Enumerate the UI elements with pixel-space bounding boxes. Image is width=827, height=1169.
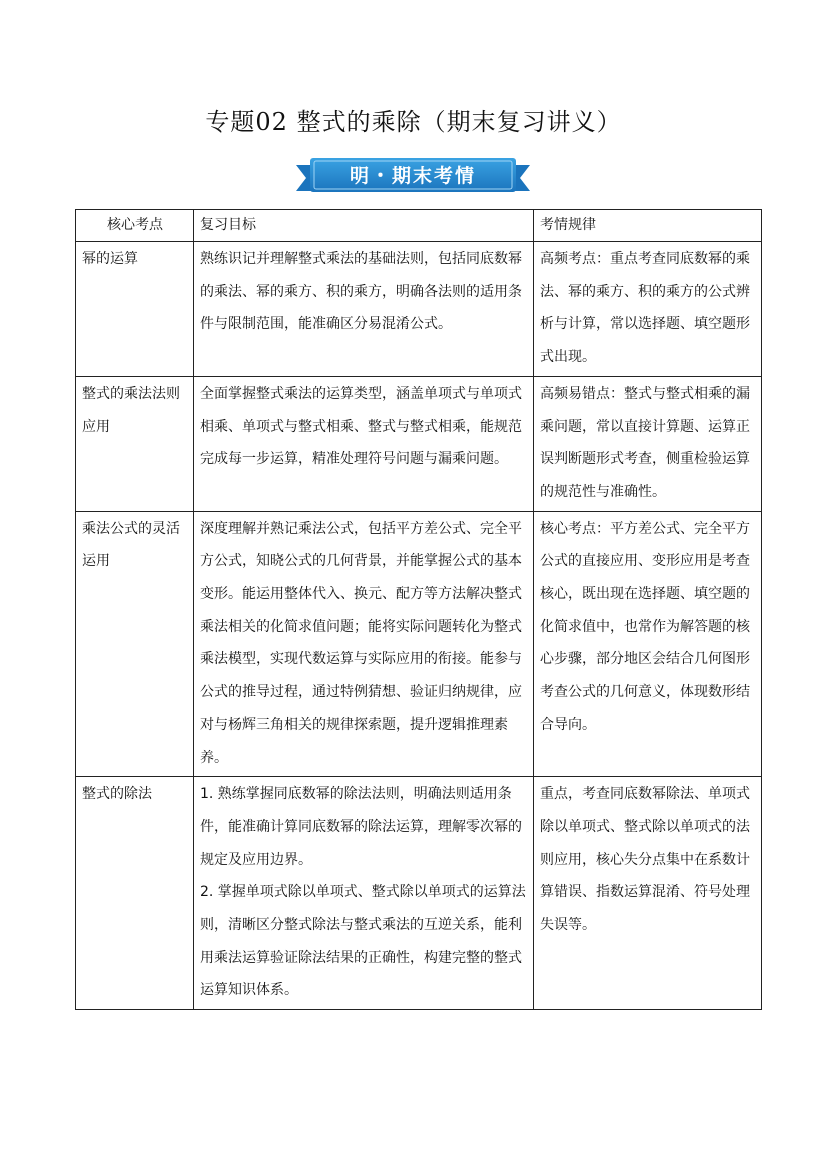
goal-paragraph: 全面掌握整式乘法的运算类型，涵盖单项式与单项式相乘、单项式与整式相乘、整式与整式相乘，能规范完成每一步运算，精准处理符号问题与漏乘问题。 bbox=[200, 385, 522, 468]
table-row bbox=[76, 376, 762, 511]
goal-cell bbox=[194, 376, 534, 511]
goal-paragraph: 2. 掌握单项式除以单项式、整式除以单项式的运算法则，清晰区分整式除法与整式乘法的互逆关系，能利用乘法运算验证除法结果的正确性，构建完整的整式运算知识体系。 bbox=[200, 884, 526, 999]
header-review-goal: 复习目标 bbox=[194, 210, 534, 242]
table-header-row bbox=[76, 210, 762, 242]
topic-cell: 整式的除法 bbox=[76, 777, 194, 1010]
header-core-topic: 核心考点 bbox=[76, 210, 194, 242]
page-title: 专题02 整式的乘除（期末复习讲义） bbox=[205, 108, 622, 136]
pattern-cell: 高频考点：重点考查同底数幂的乘法、幂的乘方、积的乘方的公式辨析与计算，常以选择题、填空题形式出现。 bbox=[534, 242, 762, 377]
goal-cell bbox=[194, 511, 534, 777]
table-row bbox=[76, 242, 762, 377]
goal-paragraph: 熟练识记并理解整式乘法的基础法则，包括同底数幂的乘法、幂的乘方、积的乘方，明确各法则的适用条件与限制范围，能准确区分易混淆公式。 bbox=[200, 251, 522, 333]
topic-cell: 整式的乘法法则应用 bbox=[76, 376, 194, 511]
pattern-cell: 核心考点：平方差公式、完全平方公式的直接应用、变形应用是考查核心，既出现在选择题、填空题的化简求值中，也常作为解答题的核心步骤，部分地区会结合几何图形考查公式的几何意义，体现数形结合导向。 bbox=[534, 511, 762, 777]
table-row bbox=[76, 777, 762, 1010]
topic-cell: 乘法公式的灵活运用 bbox=[76, 511, 194, 777]
goal-paragraph: 深度理解并熟记乘法公式，包括平方差公式、完全平方公式，知晓公式的几何背景，并能掌握公式的基本变形。能运用整体代入、换元、配方等方法解决整式乘法相关的化简求值问题；能将实际问题转化为整式乘法模型，实现代数运算与实际应用的衔接。能参与公式的推导过程，通过特例猜想、验证归纳规律，应对与杨辉三角相关的规律探索题，提升逻辑推理素养。 bbox=[200, 520, 522, 766]
goal-cell bbox=[194, 777, 534, 1010]
section-banner bbox=[296, 155, 530, 197]
header-exam-pattern: 考情规律 bbox=[534, 210, 762, 242]
goal-paragraph: 1. 熟练掌握同底数幂的除法法则，明确法则适用条件，能准确计算同底数幂的除法运算，理解零次幂的规定及应用边界。 bbox=[200, 786, 522, 868]
goal-cell bbox=[194, 242, 534, 377]
review-table bbox=[75, 209, 762, 1010]
pattern-cell: 重点，考查同底数幂除法、单项式除以单项式、整式除以单项式的法则应用，核心失分点集中在系数计算错误、指数运算混淆、符号处理失误等。 bbox=[534, 777, 762, 1010]
table-row bbox=[76, 511, 762, 777]
pattern-cell: 高频易错点：整式与整式相乘的漏乘问题，常以直接计算题、运算正误判断题形式考查，侧重检验运算的规范性与准确性。 bbox=[534, 376, 762, 511]
topic-cell: 幂的运算 bbox=[76, 242, 194, 377]
banner-label: 明・期末考情 bbox=[349, 165, 476, 187]
